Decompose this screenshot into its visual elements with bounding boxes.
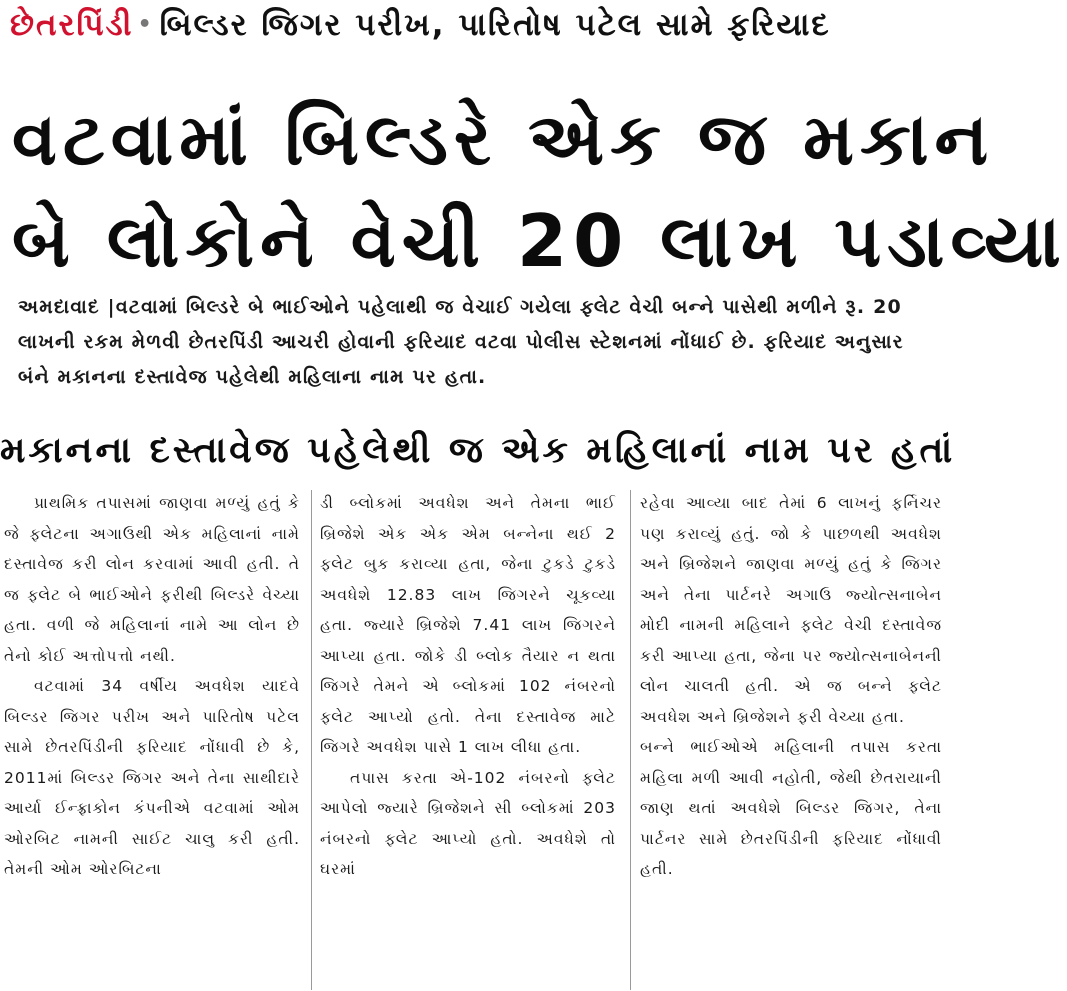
body-column-3 [640, 488, 942, 991]
body-paragraph: તપાસ કરતા એ-102 નંબરનો ફ્લેટ આપેલો જ્યારે બ્રિજેશને સી બ્લોકમાં 203 નંબરનો ફ્લેટ આપ્યો હતો. અવધેશે તો ઘરમાં [320, 768, 616, 878]
headline-line-1: વટવામાં બિલ્ડરે એક જ મકાન [12, 97, 995, 181]
body-column-2 [320, 488, 616, 991]
intro-text: વટવામાં બિલ્ડરે બે ભાઈઓને પહેલાથી જ વેચાઈ ગયેલા ફ્લેટ વેચી બન્ને પાસેથી મળીને રૂ. 20 લાખની રકમ મેળવી છેતરપિંડી આચરી હોવાની ફરિયાદ વટવા પોલીસ સ્ટેશનમાં નોંધાઈ છે. ફરિયાદ અનુસાર બંને મકાનના દસ્તાવેજ પહેલેથી મહિલાના નામ પર હતા. [18, 296, 904, 388]
article-body [0, 488, 945, 991]
article-kicker [10, 6, 939, 44]
body-paragraph: બન્ને ભાઈઓએ મહિલાની તપાસ કરતા મહિલા મળી આવી નહોતી, જેથી છેતરાયાની જાણ થતાં અવધેશે બિલ્ડર જિગર, તેના પાર્ટનર સામે છેતરપિંડીની ફરિયાદ નોંધાવી હતી. [640, 738, 942, 878]
article-intro [18, 290, 938, 395]
dateline-separator: | [99, 296, 116, 318]
body-column-1 [4, 488, 300, 991]
article-subhead: મકાનના દસ્તાવેજ પહેલેથી જ એક મહિલાનાં નામ પર હતાં [0, 430, 956, 471]
bullet-icon: • [137, 12, 154, 37]
headline-line-2: બે લોકોને વેચી 20 લાખ પડાવ્યા [12, 199, 1067, 283]
dateline: અમદાવાદ [18, 296, 100, 318]
body-paragraph: રહેવા આવ્યા બાદ તેમાં 6 લાખનું ફર્નિચર પણ કરાવ્યું હતું. જો કે પાછળથી અવધેશ અને બ્રિજેશને જાણવા મળ્યું હતું કે જિગર અને તેના પાર્ટનરે અગાઉ જ્યોત્સનાબેન મોદી નામની મહિલાને ફ્લેટ વેચી દસ્તાવેજ કરી આપ્યા હતા, જેના પર જ્યોત્સનાબેનની લોન ચાલતી હતી. એ જ બન્ને ફ્લેટ અવધેશ અને બ્રિજેશને ફરી વેચ્યા હતા. [640, 494, 942, 726]
article-headline [12, 88, 1067, 292]
body-paragraph: ડી બ્લોકમાં અવધેશ અને તેમના ભાઈ બ્રિજેશે એક એક એમ બન્નેના થઈ 2 ફ્લેટ બુક કરાવ્યા હતા, જેના ટુકડે ટુકડે અવધેશે 12.83 લાખ જિગરને ચૂકવ્યા હતા. જ્યારે બ્રિજેશે 7.41 લાખ જિગરને આપ્યા હતા. જોકે ડી બ્લોક તૈયાર ન થતા જિગરે તેમને એ બ્લોકમાં 102 નંબરનો ફ્લેટ આપ્યો હતો. તેના દસ્તાવેજ માટે જિગરે અવધેશ પાસે 1 લાખ લીધા હતા. [320, 494, 616, 756]
kicker-label: છેતરપિંડી [10, 7, 134, 43]
kicker-text: બિલ્ડર જિગર પરીખ, પારિતોષ પટેલ સામે ફરિયાદ [159, 7, 831, 43]
body-paragraph: પ્રાથમિક તપાસમાં જાણવા મળ્યું હતું કે જે ફ્લેટના અગાઉથી એક મહિલાનાં નામે દસ્તાવેજ કરી લોન કરવામાં આવી હતી. તે જ ફ્લેટ બે ભાઈઓને ફરીથી બિલ્ડરે વેચ્યા હતા. વળી જે મહિલાનાં નામે આ લોન છે તેનો કોઈ અત્તોપત્તો નથી. [4, 494, 300, 665]
body-paragraph: વટવામાં 34 વર્ષીય અવધેશ યાદવે બિલ્ડર જિગર પરીખ અને પારિતોષ પટેલ સામે છેતરપિંડીની ફરિયાદ નોંધાવી છે કે, 2011માં બિલ્ડર જિગર અને તેના સાથીદારે આર્યા ઈન્ફ્રાકોન કંપનીએ વટવામાં ઓમ ઓરબિટ નામની સાઈટ ચાલુ કરી હતી. તેમની ઓમ ઓરબિટના [4, 677, 300, 878]
